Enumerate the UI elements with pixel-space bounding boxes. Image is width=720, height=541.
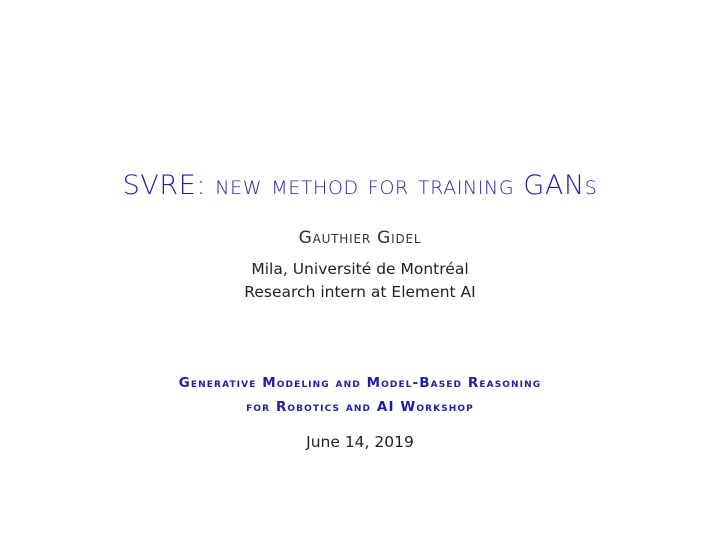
slide-title: SVRE: new method for training GANs bbox=[122, 170, 598, 201]
event-name-line-1: Generative Modeling and Model-Based Reasoning bbox=[178, 375, 542, 391]
affiliation-line-2: Research intern at Element AI bbox=[244, 283, 476, 301]
affiliation-line-1: Mila, Université de Montréal bbox=[251, 260, 469, 278]
presentation-date: June 14, 2019 bbox=[306, 433, 414, 451]
event-name-line-2: for Robotics and AI Workshop bbox=[246, 399, 474, 415]
author-name: Gauthier Gidel bbox=[298, 228, 422, 248]
